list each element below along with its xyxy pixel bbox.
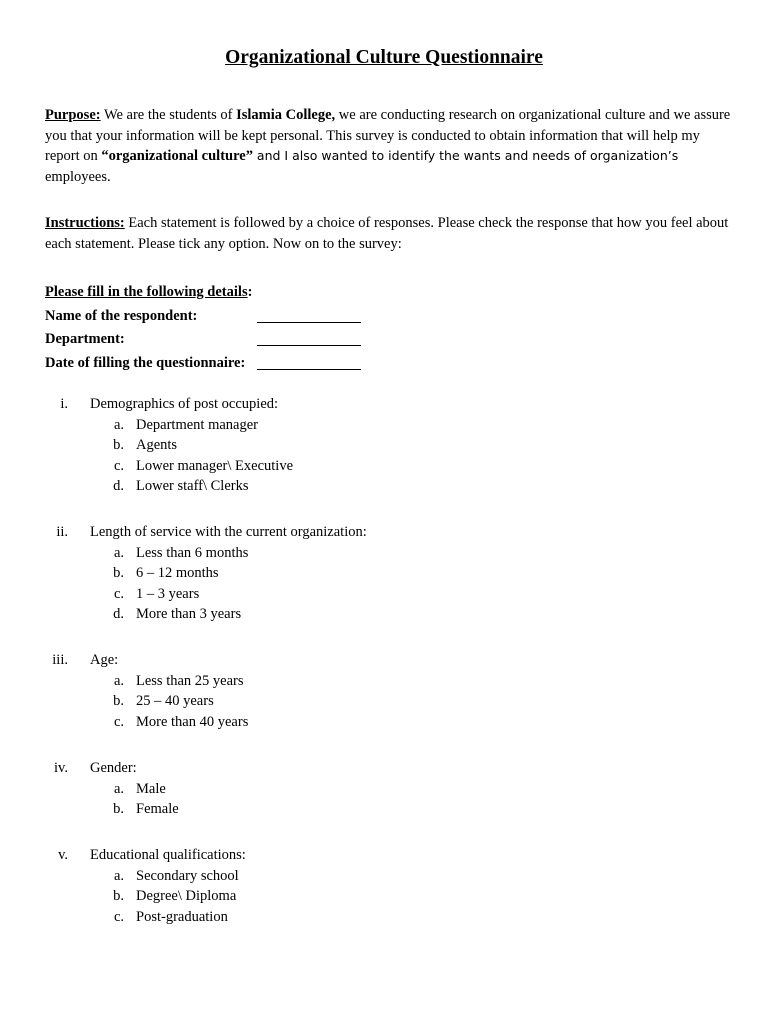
option-label: More than 40 years xyxy=(136,713,249,730)
option-letter: c. xyxy=(113,908,124,925)
details-heading: Please fill in the following details: xyxy=(45,284,253,300)
option-letter: a. xyxy=(113,544,124,561)
question-number: v. xyxy=(58,847,68,863)
option-label: Department manager xyxy=(136,416,258,433)
option-letter: b. xyxy=(113,693,124,709)
option-item[interactable] xyxy=(0,417,768,438)
option-item[interactable] xyxy=(0,458,768,479)
option-label: 25 – 40 years xyxy=(136,693,214,709)
purpose-paragraph xyxy=(45,105,735,187)
question-text: Gender: xyxy=(90,760,137,776)
purpose-label: Purpose: xyxy=(45,107,101,123)
option-letter: b. xyxy=(113,888,124,904)
option-letter: c. xyxy=(113,457,124,474)
page-title: Organizational Culture Questionnaire xyxy=(225,47,543,68)
option-item[interactable] xyxy=(0,909,768,930)
option-item[interactable] xyxy=(0,478,768,499)
question-4 xyxy=(0,760,768,822)
option-label: 1 – 3 years xyxy=(136,585,200,602)
option-item[interactable] xyxy=(0,606,768,627)
option-label: Degree\ Diploma xyxy=(136,888,237,904)
name-field-row xyxy=(45,305,361,329)
option-label: More than 3 years xyxy=(136,606,242,622)
option-item[interactable] xyxy=(0,693,768,714)
option-item[interactable] xyxy=(0,437,768,458)
question-text: Demographics of post occupied: xyxy=(90,396,279,412)
option-letter: b. xyxy=(113,437,124,453)
option-label: Secondary school xyxy=(136,867,239,884)
question-text: Educational qualifications: xyxy=(90,847,246,863)
question-2 xyxy=(0,524,768,627)
option-label: Lower manager\ Executive xyxy=(136,457,294,474)
option-item[interactable] xyxy=(0,545,768,566)
question-1 xyxy=(0,396,768,499)
option-label: 6 – 12 months xyxy=(136,565,219,581)
purpose-text-2: we are conducting research on organizational culture and we assure you that your information will be kept personal. This survey is conducted to obtain information that will help my report on xyxy=(45,107,731,164)
option-letter: a. xyxy=(113,780,124,797)
question-5 xyxy=(0,847,768,929)
option-item[interactable] xyxy=(0,673,768,694)
option-item[interactable] xyxy=(0,714,768,735)
question-number: iv. xyxy=(54,760,68,776)
option-item[interactable] xyxy=(0,781,768,802)
option-letter: c. xyxy=(113,713,124,730)
department-field-label: Department: xyxy=(45,331,125,347)
name-field-blank[interactable] xyxy=(257,305,361,323)
instructions-text: Each statement is followed by a choice of responses. Please check the response that how you feel about each statement. Please tick any option. Now on to the survey: xyxy=(45,215,729,252)
option-label: Less than 6 months xyxy=(136,544,249,561)
date-field-row xyxy=(45,352,361,376)
option-label: Agents xyxy=(136,437,178,453)
purpose-text-4: employees. xyxy=(45,168,111,185)
college-name: Islamia College, xyxy=(236,107,336,123)
option-letter: d. xyxy=(113,478,124,494)
option-label: Less than 25 years xyxy=(136,672,244,689)
option-letter: b. xyxy=(113,565,124,581)
purpose-topic: “organizational culture” xyxy=(101,148,253,164)
question-3 xyxy=(0,652,768,734)
question-number: ii. xyxy=(56,524,68,540)
question-text: Age: xyxy=(90,652,119,668)
question-number: i. xyxy=(60,396,68,412)
option-item[interactable] xyxy=(0,868,768,889)
option-item[interactable] xyxy=(0,801,768,822)
option-letter: b. xyxy=(113,801,124,817)
option-label: Female xyxy=(136,801,179,817)
option-letter: a. xyxy=(113,672,124,689)
purpose-text-3: and I also wanted to identify the wants and needs of organization’s xyxy=(252,148,679,163)
name-field-label: Name of the respondent: xyxy=(45,307,198,324)
option-item[interactable] xyxy=(0,888,768,909)
option-label: Male xyxy=(136,780,166,797)
question-text: Length of service with the current organization: xyxy=(90,524,367,540)
purpose-text-1: We are the students of xyxy=(100,107,237,123)
instructions-label: Instructions: xyxy=(45,215,125,231)
date-field-blank[interactable] xyxy=(257,352,361,370)
details-section xyxy=(45,281,361,375)
option-item[interactable] xyxy=(0,565,768,586)
option-letter: a. xyxy=(113,867,124,884)
option-item[interactable] xyxy=(0,586,768,607)
option-label: Lower staff\ Clerks xyxy=(136,478,249,494)
instructions-paragraph xyxy=(45,213,735,254)
option-letter: c. xyxy=(113,585,124,602)
option-letter: d. xyxy=(113,606,124,622)
option-label: Post-graduation xyxy=(136,908,228,925)
option-letter: a. xyxy=(113,416,124,433)
department-field-row xyxy=(45,328,361,352)
question-number: iii. xyxy=(52,652,68,668)
date-field-label: Date of filling the questionnaire: xyxy=(45,354,246,371)
department-field-blank[interactable] xyxy=(257,328,361,346)
